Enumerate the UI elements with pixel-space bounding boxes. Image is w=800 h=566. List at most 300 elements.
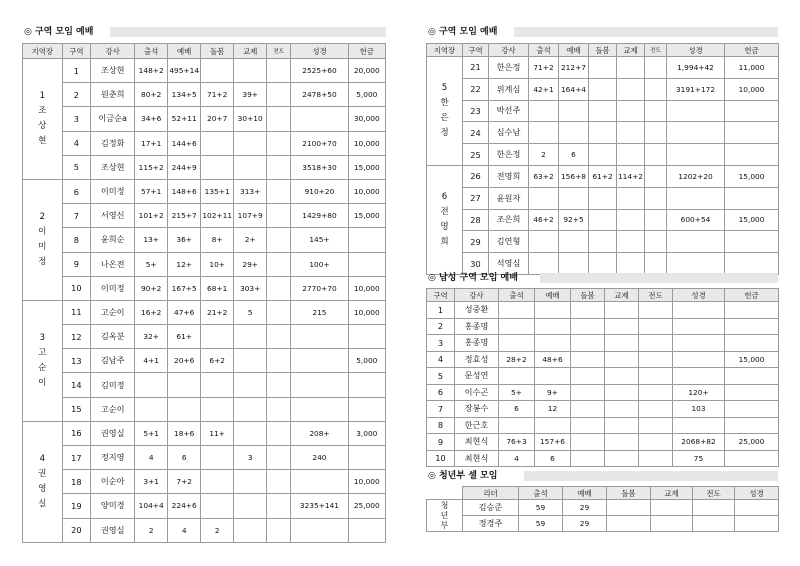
value-cell: 103 [673, 401, 725, 418]
column-header: 강사 [91, 44, 135, 59]
value-cell [201, 446, 234, 470]
value-cell: 303+ [234, 276, 267, 300]
value-cell: 47+6 [168, 300, 201, 324]
men-section-title: ◎ 남성 구역 모임 예배 [426, 271, 778, 285]
value-cell [559, 122, 589, 144]
group-leader-cell: 2 이 미 정 [23, 179, 63, 300]
value-cell [267, 325, 291, 349]
value-cell: 4 [427, 351, 455, 368]
teacher-name-cell: 장봉수 [455, 401, 499, 418]
leader-name-cell: 정경주 [463, 516, 519, 532]
value-cell [529, 231, 559, 253]
column-header: 리더 [463, 487, 519, 500]
table-row [23, 228, 386, 252]
teacher-name-cell: 김연형 [489, 231, 529, 253]
value-cell: 16 [62, 421, 91, 445]
header-row [23, 44, 386, 59]
value-cell: 12 [535, 401, 571, 418]
table-row [23, 518, 386, 542]
value-cell: 6 [62, 179, 91, 203]
value-cell [725, 368, 779, 385]
value-cell: 11,000 [725, 57, 779, 79]
value-cell [201, 373, 234, 397]
teacher-name-cell: 정효성 [455, 351, 499, 368]
value-cell [617, 122, 645, 144]
value-cell [617, 209, 645, 231]
value-cell [589, 78, 617, 100]
value-cell: 90+2 [135, 276, 168, 300]
value-cell [267, 446, 291, 470]
value-cell: 15,000 [348, 155, 385, 179]
teacher-name-cell: 고순이 [91, 300, 135, 324]
value-cell [725, 231, 779, 253]
value-cell [529, 122, 559, 144]
value-cell: 3235+141 [291, 494, 348, 518]
column-header: 지역장 [427, 44, 463, 57]
value-cell [639, 417, 673, 434]
value-cell [499, 318, 535, 335]
table-row [427, 318, 779, 335]
value-cell [725, 318, 779, 335]
value-cell: 20+7 [201, 107, 234, 131]
value-cell: 910+20 [291, 179, 348, 203]
column-header: 예배 [535, 289, 571, 302]
value-cell [201, 494, 234, 518]
value-cell [571, 318, 605, 335]
value-cell [267, 518, 291, 542]
value-cell: 148+6 [168, 179, 201, 203]
column-header: 구역 [463, 44, 489, 57]
teacher-name-cell: 문성연 [455, 368, 499, 385]
value-cell: 32+ [135, 325, 168, 349]
value-cell: 5 [427, 368, 455, 385]
value-cell: 240 [291, 446, 348, 470]
header-row [427, 289, 779, 302]
teacher-name-cell: 최현식 [455, 434, 499, 451]
value-cell [267, 494, 291, 518]
teacher-name-cell: 김미정 [91, 373, 135, 397]
table-row [23, 494, 386, 518]
value-cell [267, 252, 291, 276]
right-section-title: ◎ 구역 모임 예배 [426, 25, 778, 39]
value-cell [639, 351, 673, 368]
value-cell [571, 384, 605, 401]
value-cell [201, 131, 234, 155]
value-cell: 9+ [535, 384, 571, 401]
value-cell: 1429+80 [291, 204, 348, 228]
value-cell [645, 209, 667, 231]
table-row [23, 349, 386, 373]
teacher-name-cell: 김정화 [91, 131, 135, 155]
value-cell [267, 421, 291, 445]
value-cell: 17 [62, 446, 91, 470]
table-row [427, 78, 779, 100]
value-cell: 2478+50 [291, 83, 348, 107]
value-cell [571, 450, 605, 467]
value-cell: 3,000 [348, 421, 385, 445]
value-cell [725, 335, 779, 352]
value-cell: 5 [62, 155, 91, 179]
value-cell: 101+2 [135, 204, 168, 228]
value-cell [267, 349, 291, 373]
value-cell [234, 349, 267, 373]
value-cell [607, 516, 651, 532]
value-cell: 9 [427, 434, 455, 451]
value-cell: 18 [62, 470, 91, 494]
value-cell [291, 397, 348, 421]
value-cell: 68+1 [201, 276, 234, 300]
value-cell [291, 470, 348, 494]
value-cell: 1,994+42 [667, 57, 725, 79]
value-cell: 3518+30 [291, 155, 348, 179]
value-cell: 18+6 [168, 421, 201, 445]
value-cell: 10 [427, 450, 455, 467]
value-cell: 29 [463, 231, 489, 253]
value-cell [291, 518, 348, 542]
value-cell: 3 [62, 107, 91, 131]
teacher-name-cell: 성중환 [455, 302, 499, 319]
value-cell [571, 417, 605, 434]
column-header: 교제 [617, 44, 645, 57]
value-cell: 5,000 [348, 83, 385, 107]
value-cell: 215+7 [168, 204, 201, 228]
value-cell: 29 [563, 516, 607, 532]
value-cell: 10,000 [348, 276, 385, 300]
value-cell: 11 [62, 300, 91, 324]
value-cell [267, 300, 291, 324]
table-row [427, 351, 779, 368]
value-cell: 52+11 [168, 107, 201, 131]
youth-section-title: ◎ 청년부 셀 모임 [426, 469, 778, 483]
youth-group-cell: 청 년 부 [427, 500, 463, 532]
value-cell [291, 349, 348, 373]
value-cell [267, 107, 291, 131]
value-cell: 7 [62, 204, 91, 228]
table-row [427, 335, 779, 352]
value-cell [673, 335, 725, 352]
value-cell [348, 446, 385, 470]
value-cell: 63+2 [529, 165, 559, 187]
value-cell [535, 318, 571, 335]
teacher-name-cell: 김옥분 [91, 325, 135, 349]
column-header: 성경 [735, 487, 779, 500]
value-cell [725, 122, 779, 144]
column-header: 출석 [135, 44, 168, 59]
table-row [427, 209, 779, 231]
teacher-name-cell: 윤희순 [91, 228, 135, 252]
value-cell [499, 335, 535, 352]
value-cell [645, 57, 667, 79]
value-cell [571, 368, 605, 385]
table-row [23, 470, 386, 494]
value-cell [589, 209, 617, 231]
value-cell: 22 [463, 78, 489, 100]
value-cell: 2068+82 [673, 434, 725, 451]
value-cell [735, 516, 779, 532]
value-cell [605, 318, 639, 335]
table-row [427, 100, 779, 122]
column-header: 성경 [673, 289, 725, 302]
value-cell [234, 131, 267, 155]
value-cell: 92+5 [559, 209, 589, 231]
column-header: 강사 [455, 289, 499, 302]
value-cell [605, 384, 639, 401]
value-cell: 6 [168, 446, 201, 470]
teacher-name-cell: 한근호 [455, 417, 499, 434]
value-cell: 135+1 [201, 179, 234, 203]
value-cell [535, 335, 571, 352]
value-cell: 48+6 [535, 351, 571, 368]
teacher-name-cell: 조상현 [91, 155, 135, 179]
column-header: 출석 [499, 289, 535, 302]
value-cell: 156+8 [559, 165, 589, 187]
value-cell [667, 231, 725, 253]
value-cell: 4 [62, 131, 91, 155]
value-cell: 2770+70 [291, 276, 348, 300]
value-cell: 2 [529, 144, 559, 166]
value-cell [667, 144, 725, 166]
value-cell: 1202+20 [667, 165, 725, 187]
column-header: 성경 [667, 44, 725, 57]
value-cell [605, 401, 639, 418]
value-cell: 17+1 [135, 131, 168, 155]
value-cell: 28 [463, 209, 489, 231]
value-cell [725, 450, 779, 467]
value-cell: 120+ [673, 384, 725, 401]
value-cell [639, 318, 673, 335]
value-cell: 4 [135, 446, 168, 470]
value-cell [348, 325, 385, 349]
column-header: 전도 [267, 44, 291, 59]
value-cell: 6 [535, 450, 571, 467]
value-cell [201, 155, 234, 179]
column-header: 출석 [529, 44, 559, 57]
column-header: 헌금 [725, 289, 779, 302]
value-cell: 12+ [168, 252, 201, 276]
table-row [23, 421, 386, 445]
value-cell [605, 417, 639, 434]
value-cell: 145+ [291, 228, 348, 252]
value-cell: 224+6 [168, 494, 201, 518]
value-cell [348, 252, 385, 276]
value-cell [201, 59, 234, 83]
value-cell: 2 [427, 318, 455, 335]
group-leader-cell: 6 전 명 희 [427, 165, 463, 274]
value-cell [639, 335, 673, 352]
value-cell [291, 373, 348, 397]
table-row [23, 252, 386, 276]
value-cell [617, 57, 645, 79]
value-cell: 10,000 [348, 470, 385, 494]
value-cell: 215 [291, 300, 348, 324]
value-cell [267, 204, 291, 228]
value-cell: 6 [559, 144, 589, 166]
teacher-name-cell: 원춘희 [91, 83, 135, 107]
table-row [427, 401, 779, 418]
table-row [427, 417, 779, 434]
table-row [23, 107, 386, 131]
column-header: 돌봄 [571, 289, 605, 302]
table-row [427, 165, 779, 187]
table-row [427, 187, 779, 209]
value-cell [267, 228, 291, 252]
value-cell: 29+ [234, 252, 267, 276]
value-cell: 2 [62, 83, 91, 107]
value-cell [667, 187, 725, 209]
column-header: 교제 [605, 289, 639, 302]
value-cell: 71+2 [529, 57, 559, 79]
value-cell [605, 351, 639, 368]
teacher-name-cell: 박선주 [489, 100, 529, 122]
value-cell [348, 397, 385, 421]
value-cell: 24 [463, 122, 489, 144]
value-cell: 30,000 [348, 107, 385, 131]
value-cell: 107+9 [234, 204, 267, 228]
table-row [23, 83, 386, 107]
column-header: 구역 [427, 289, 455, 302]
teacher-name-cell: 석영심 [489, 253, 529, 275]
value-cell [617, 78, 645, 100]
value-cell [639, 434, 673, 451]
value-cell: 208+ [291, 421, 348, 445]
value-cell [725, 417, 779, 434]
value-cell: 7+2 [168, 470, 201, 494]
value-cell: 600+54 [667, 209, 725, 231]
value-cell [234, 470, 267, 494]
value-cell [291, 325, 348, 349]
value-cell [725, 401, 779, 418]
teacher-name-cell: 홍종명 [455, 335, 499, 352]
value-cell: 4 [168, 518, 201, 542]
value-cell: 313+ [234, 179, 267, 203]
value-cell [535, 302, 571, 319]
value-cell [201, 470, 234, 494]
teacher-name-cell: 김남주 [91, 349, 135, 373]
value-cell: 28+2 [499, 351, 535, 368]
value-cell: 13 [62, 349, 91, 373]
group-leader-cell: 3 고 순 이 [23, 300, 63, 421]
value-cell [499, 417, 535, 434]
value-cell: 2 [135, 518, 168, 542]
table-row [427, 500, 779, 516]
teacher-name-cell: 양미경 [91, 494, 135, 518]
table-row [23, 59, 386, 83]
column-header: 구역 [62, 44, 91, 59]
value-cell: 6 [427, 384, 455, 401]
value-cell [559, 231, 589, 253]
value-cell: 167+5 [168, 276, 201, 300]
teacher-name-cell: 심수남 [489, 122, 529, 144]
teacher-name-cell: 이미정 [91, 179, 135, 203]
value-cell: 39+ [234, 83, 267, 107]
value-cell: 25,000 [348, 494, 385, 518]
value-cell [589, 231, 617, 253]
value-cell: 10 [62, 276, 91, 300]
value-cell [735, 500, 779, 516]
value-cell [234, 59, 267, 83]
table-row [427, 384, 779, 401]
value-cell [725, 144, 779, 166]
value-cell: 21+2 [201, 300, 234, 324]
teacher-name-cell: 한은정 [489, 57, 529, 79]
table-row [23, 446, 386, 470]
value-cell: 14 [62, 373, 91, 397]
value-cell: 20,000 [348, 59, 385, 83]
value-cell: 42+1 [529, 78, 559, 100]
value-cell [639, 401, 673, 418]
value-cell [693, 500, 735, 516]
value-cell [234, 494, 267, 518]
value-cell [291, 107, 348, 131]
value-cell [725, 302, 779, 319]
value-cell: 27 [463, 187, 489, 209]
teacher-name-cell: 조상현 [91, 59, 135, 83]
value-cell: 46+2 [529, 209, 559, 231]
value-cell: 10,000 [348, 300, 385, 324]
value-cell [589, 57, 617, 79]
value-cell: 5,000 [348, 349, 385, 373]
column-header: 돌봄 [589, 44, 617, 57]
value-cell: 495+14 [168, 59, 201, 83]
teacher-name-cell: 권영실 [91, 421, 135, 445]
value-cell [267, 373, 291, 397]
value-cell [605, 450, 639, 467]
teacher-name-cell: 권영실 [91, 518, 135, 542]
value-cell [234, 421, 267, 445]
value-cell [589, 100, 617, 122]
value-cell [645, 78, 667, 100]
value-cell [651, 516, 693, 532]
value-cell [725, 384, 779, 401]
district-table-left [22, 43, 386, 543]
value-cell [348, 373, 385, 397]
value-cell: 4 [499, 450, 535, 467]
value-cell: 61+ [168, 325, 201, 349]
value-cell: 114+2 [617, 165, 645, 187]
table-row [23, 204, 386, 228]
group-leader-cell: 4 권 영 실 [23, 421, 63, 542]
value-cell [639, 302, 673, 319]
table-row [23, 325, 386, 349]
value-cell [267, 83, 291, 107]
value-cell [559, 187, 589, 209]
value-cell: 12 [62, 325, 91, 349]
value-cell [168, 397, 201, 421]
value-cell [499, 368, 535, 385]
column-header: 강사 [489, 44, 529, 57]
value-cell: 102+11 [201, 204, 234, 228]
value-cell [673, 318, 725, 335]
value-cell [571, 434, 605, 451]
value-cell: 25,000 [725, 434, 779, 451]
value-cell [617, 100, 645, 122]
value-cell [667, 122, 725, 144]
value-cell: 76+3 [499, 434, 535, 451]
value-cell [673, 302, 725, 319]
value-cell: 10,000 [725, 78, 779, 100]
value-cell [645, 100, 667, 122]
value-cell: 2+ [234, 228, 267, 252]
value-cell [589, 122, 617, 144]
value-cell: 80+2 [135, 83, 168, 107]
value-cell [267, 59, 291, 83]
column-header: 교제 [651, 487, 693, 500]
value-cell [589, 187, 617, 209]
value-cell [667, 100, 725, 122]
teacher-name-cell: 홍종명 [455, 318, 499, 335]
value-cell [267, 397, 291, 421]
value-cell: 164+4 [559, 78, 589, 100]
